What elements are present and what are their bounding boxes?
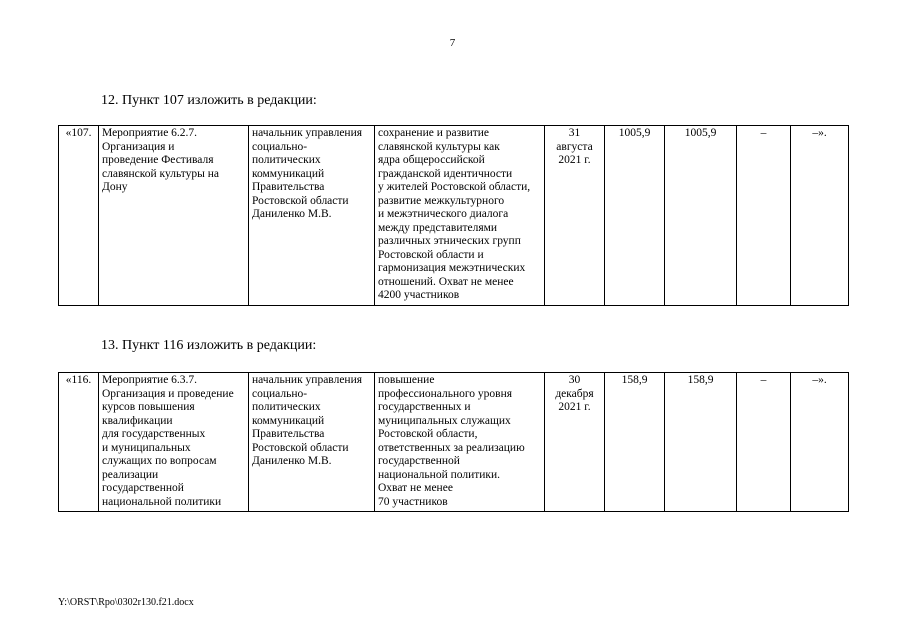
page-number: 7	[449, 37, 456, 49]
event-cell: Мероприятие 6.3.7. Организация и проведение курсов повышения квалификации для государственных и муниципальных служащих по вопросам реализации государственной национальной политики	[99, 373, 249, 512]
item-116-table	[58, 372, 849, 512]
amount-cell: 1005,9	[605, 126, 665, 306]
closing-cell: –».	[791, 126, 849, 306]
amount-cell: 158,9	[665, 373, 737, 512]
footer-file-path: Y:\ORST\Rpo\0302r130.f21.docx	[58, 597, 194, 608]
section-heading-item-116: 13. Пункт 116 изложить в редакции:	[101, 338, 317, 353]
item-107-table	[58, 125, 849, 306]
item-number-cell: «116.	[59, 373, 99, 512]
table-row	[59, 126, 849, 306]
section-heading-item-107: 12. Пункт 107 изложить в редакции:	[101, 93, 317, 108]
responsible-cell: начальник управления социально- политических коммуникаций Правительства Ростовской области Даниленко М.В.	[249, 126, 375, 306]
amount-cell: 158,9	[605, 373, 665, 512]
table-row	[59, 373, 849, 512]
date-cell: 30 декабря 2021 г.	[545, 373, 605, 512]
event-cell: Мероприятие 6.2.7. Организация и проведение Фестиваля славянской культуры на Дону	[99, 126, 249, 306]
result-cell: повышение профессионального уровня государственных и муниципальных служащих Ростовской области, ответственных за реализацию государственной национальной политики. Охват не менее 70 участников	[375, 373, 545, 512]
closing-cell: –».	[791, 373, 849, 512]
date-cell: 31 августа 2021 г.	[545, 126, 605, 306]
item-number-cell: «107.	[59, 126, 99, 306]
amount-cell: 1005,9	[665, 126, 737, 306]
dash-cell: –	[737, 373, 791, 512]
dash-cell: –	[737, 126, 791, 306]
result-cell: сохранение и развитие славянской культуры как ядра общероссийской гражданской идентичности у жителей Ростовской области, развитие межкультурного и межэтнического диалога между представителями различных этнических групп Ростовской области и гармонизация межэтнических отношений. Охват не менее 4200 участников	[375, 126, 545, 306]
responsible-cell: начальник управления социально- политических коммуникаций Правительства Ростовской области Даниленко М.В.	[249, 373, 375, 512]
